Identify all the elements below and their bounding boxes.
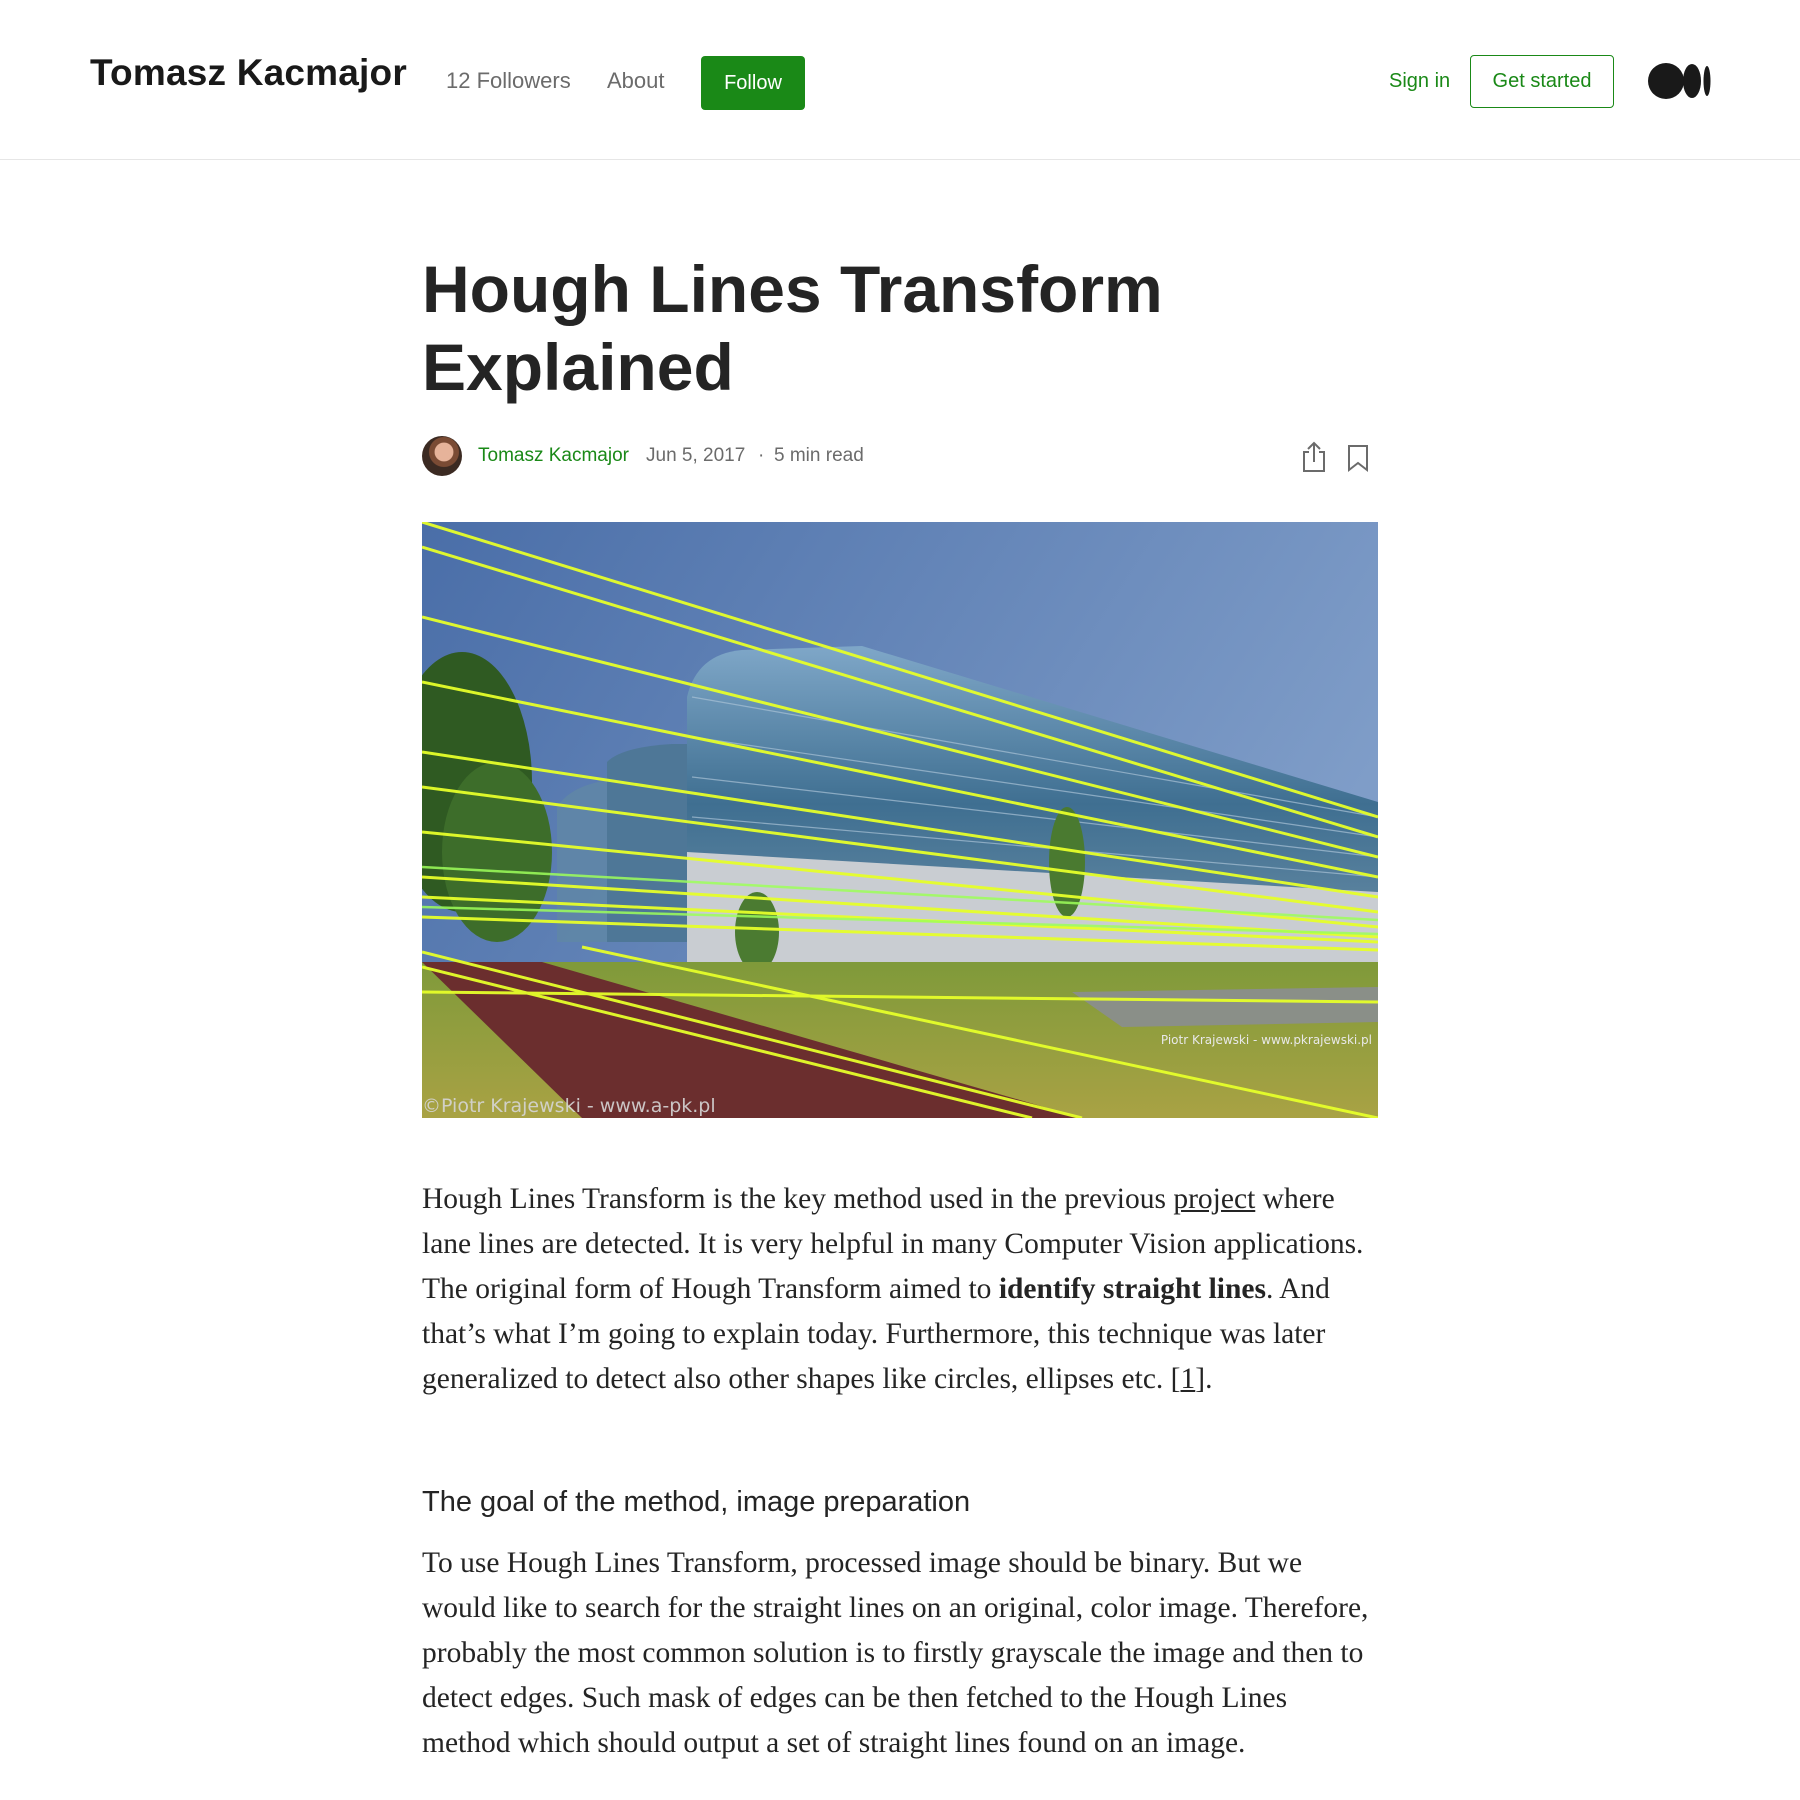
paragraph-image-preparation: To use Hough Lines Transform, processed image should be binary. But we would like to search for the straight lines on an original, color image. Therefore, probably the most common solution is to firstly grayscale the image and then to detect edges. Such mask of edges can be then fetched to the Hough Lines method which should output a set of straight lines found on an image. xyxy=(422,1547,1369,1759)
medium-logo-icon[interactable] xyxy=(1648,63,1712,99)
follow-button[interactable]: Follow xyxy=(701,56,805,110)
p1-text-1: Hough Lines Transform is the key method used in the previous xyxy=(422,1183,1174,1215)
reference-link-1[interactable]: 1 xyxy=(1180,1363,1196,1395)
share-icon xyxy=(1300,440,1328,474)
meta-separator: · xyxy=(758,445,765,466)
hero-image xyxy=(422,522,1378,1118)
p1-bold: identify straight lines xyxy=(998,1273,1266,1305)
read-time: 5 min read xyxy=(774,445,864,466)
publish-date: Jun 5, 2017 xyxy=(646,445,746,466)
section-heading: The goal of the method, image preparation xyxy=(422,1486,971,1518)
sign-in-link[interactable]: Sign in xyxy=(1389,70,1451,92)
followers-link[interactable]: 12 Followers xyxy=(446,68,571,93)
site-header xyxy=(0,0,1800,160)
hough-lines-photo xyxy=(422,522,1378,1118)
get-started-button[interactable]: Get started xyxy=(1470,55,1614,108)
publication-name[interactable]: Tomasz Kacmajor xyxy=(90,52,407,93)
project-link[interactable]: project xyxy=(1173,1183,1256,1215)
paragraph-intro xyxy=(422,1177,1382,1402)
author-avatar[interactable] xyxy=(422,436,462,476)
about-link[interactable]: About xyxy=(607,68,665,93)
p1-text-3: . And that’s what I’m going to explain today. Furthermore, this technique was later generalized to detect also other shapes like circles, ellipses etc. [ xyxy=(422,1273,1330,1395)
article-title xyxy=(422,250,1282,406)
bookmark-button[interactable] xyxy=(1346,440,1370,477)
image-credit-small: Piotr Krajewski - www.pkrajewski.pl xyxy=(1160,1033,1372,1047)
image-credit-watermark: ©Piotr Krajewski - www.a-pk.pl xyxy=(422,1095,716,1117)
author-name-link[interactable]: Tomasz Kacmajor xyxy=(478,445,629,466)
p1-text-4: ]. xyxy=(1195,1363,1213,1395)
p1-text-2: where lane lines are detected. It is very helpful in many Computer Vision applications. The original form of Hough Transform aimed to xyxy=(422,1183,1364,1305)
share-button[interactable] xyxy=(1300,440,1328,477)
bookmark-icon xyxy=(1346,440,1370,474)
article-title-line-2: Explained xyxy=(422,330,734,404)
article-title-line-1: Hough Lines Transform xyxy=(422,252,1163,326)
